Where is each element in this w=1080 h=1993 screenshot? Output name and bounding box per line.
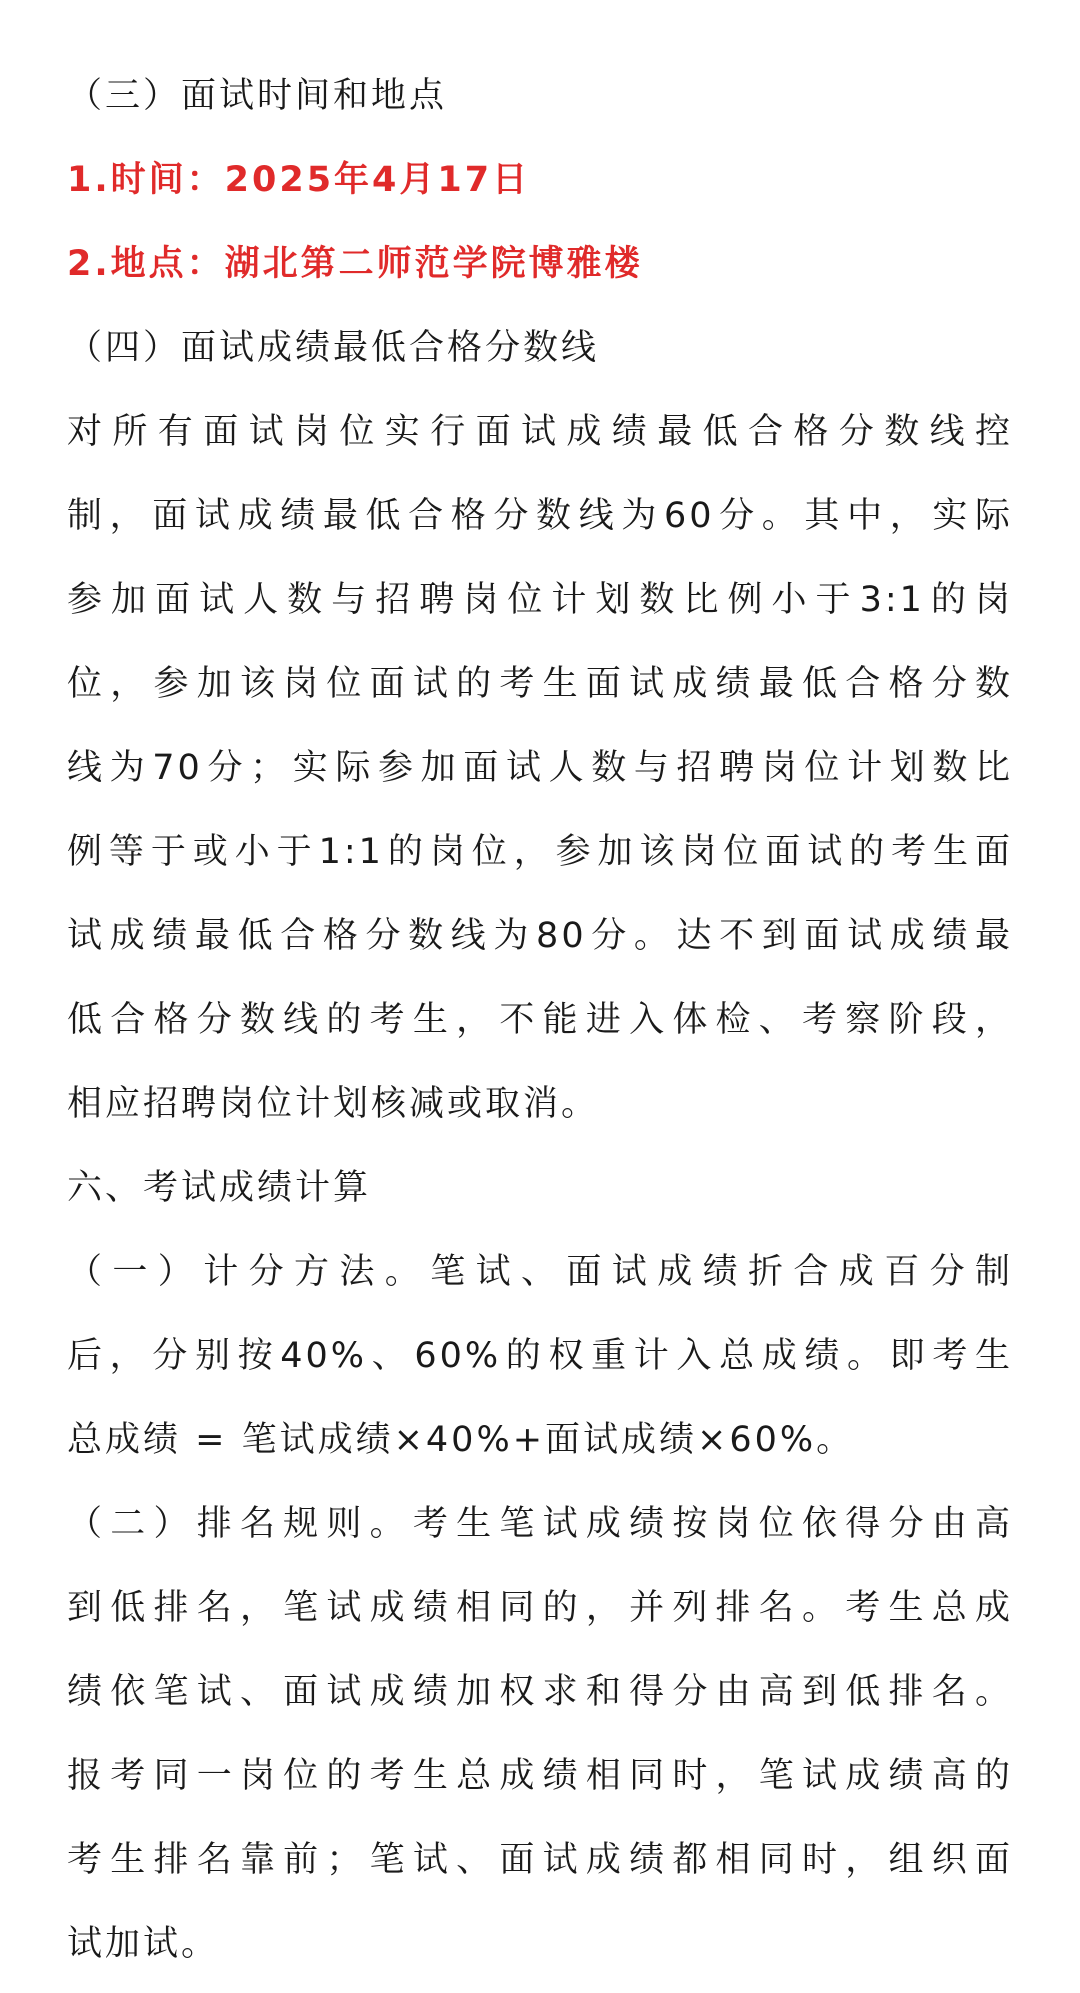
scoring-method-paragraph	[67, 1230, 1013, 1482]
paragraph-line: （一）计分方法。笔试、面试成绩折合成百分制	[67, 1252, 1013, 1292]
paragraph-line: 例等于或小于1:1的岗位，参加该岗位面试的考生面	[67, 832, 1013, 872]
paragraph-line: 到低排名，笔试成绩相同的，并列排名。考生总成	[67, 1588, 1013, 1628]
section-6-heading: 六、考试成绩计算	[67, 1168, 372, 1208]
section-4-heading: （四）面试成绩最低合格分数线	[67, 328, 600, 368]
passing-score-paragraph	[67, 390, 1013, 1146]
paragraph-line: 参加面试人数与招聘岗位计划数比例小于3:1的岗	[67, 580, 1013, 620]
paragraph-line: 低合格分数线的考生，不能进入体检、考察阶段，	[67, 1000, 1013, 1040]
paragraph-line: （二）排名规则。考生笔试成绩按岗位依得分由高	[67, 1504, 1013, 1544]
paragraph-line: 报考同一岗位的考生总成绩相同时，笔试成绩高的	[67, 1756, 1013, 1796]
paragraph-line: 位，参加该岗位面试的考生面试成绩最低合格分数	[67, 664, 1013, 704]
paragraph-line: 后，分别按40%、60%的权重计入总成绩。即考生	[67, 1336, 1013, 1376]
paragraph-line: 总成绩 = 笔试成绩×40%+面试成绩×60%。	[67, 1420, 855, 1460]
paragraph-line: 制，面试成绩最低合格分数线为60分。其中，实际	[67, 496, 1013, 536]
interview-place: 2.地点：湖北第二师范学院博雅楼	[67, 244, 643, 284]
document-body	[67, 54, 1013, 1986]
paragraph-line: 试加试。	[67, 1924, 220, 1964]
paragraph-line: 考生排名靠前；笔试、面试成绩都相同时，组织面	[67, 1840, 1013, 1880]
ranking-rules-paragraph	[67, 1482, 1013, 1986]
section-3-heading: （三）面试时间和地点	[67, 76, 448, 116]
interview-time: 1.时间：2025年4月17日	[67, 160, 531, 200]
paragraph-line: 绩依笔试、面试成绩加权求和得分由高到低排名。	[67, 1672, 1013, 1712]
paragraph-line: 试成绩最低合格分数线为80分。达不到面试成绩最	[67, 916, 1013, 956]
paragraph-line: 相应招聘岗位计划核减或取消。	[67, 1084, 600, 1124]
paragraph-line: 线为70分；实际参加面试人数与招聘岗位计划数比	[67, 748, 1013, 788]
paragraph-line: 对所有面试岗位实行面试成绩最低合格分数线控	[67, 412, 1013, 452]
